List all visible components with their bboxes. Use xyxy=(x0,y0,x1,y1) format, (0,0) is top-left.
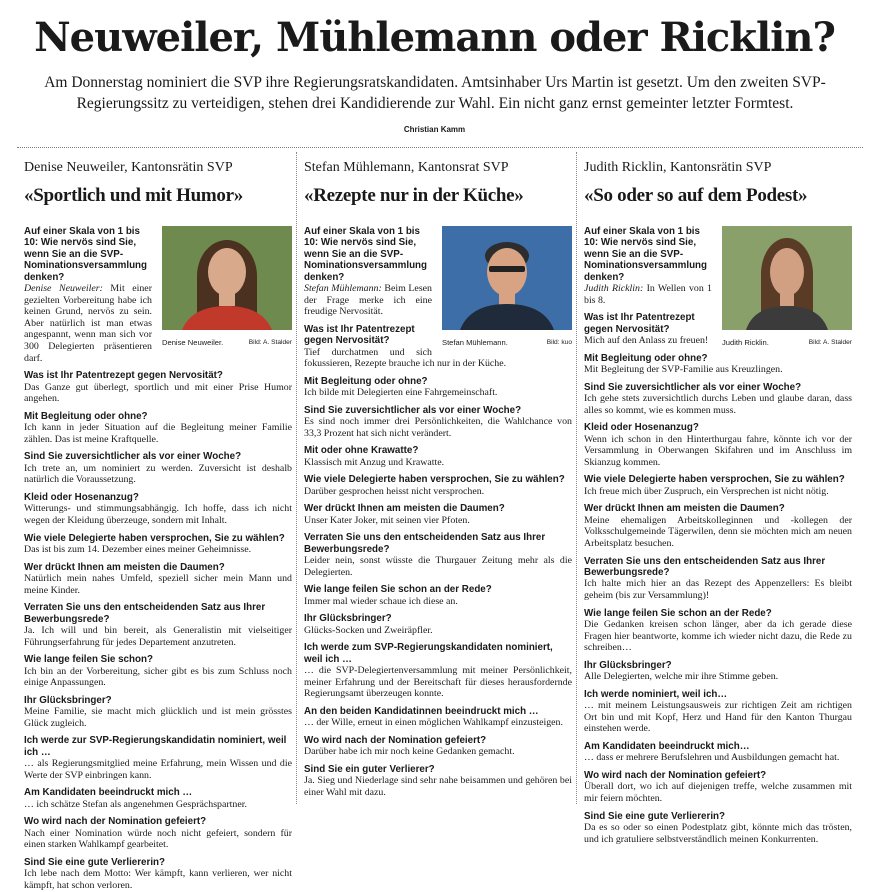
interview-answer: Ich lebe nach dem Motto: Wer kämpft, kann verlieren, wer nicht kämpft, hat schon verloren. xyxy=(24,868,292,891)
column-neuweiler xyxy=(24,152,292,891)
interview-question: Verraten Sie uns den entscheidenden Satz aus Ihrer Bewerbungsrede? xyxy=(584,555,826,578)
interview-answer: Darüber habe ich mir noch keine Gedanken gemacht. xyxy=(304,746,515,758)
interview-question: Wie viele Delegierte haben versprochen, Sie zu wählen? xyxy=(584,474,845,486)
top-divider xyxy=(17,147,863,148)
answer-speaker: Judith Ricklin: xyxy=(584,283,644,295)
interview-question: Wie viele Delegierte haben versprochen, Sie zu wählen? xyxy=(304,474,565,486)
interview-answer: Unser Kater Joker, mit seinen vier Pfoten. xyxy=(304,514,470,526)
interview-question: Was ist Ihr Patentrezept gegen Nervosität? xyxy=(304,323,415,347)
interview-answer: … als Regierungsmitglied meine Erfahrung, mein Wissen und die Werte der SVP einbringen kann. xyxy=(24,758,292,781)
interview-answer: … mit meinem Leistungsausweis zur richtigen Zeit am richtigen Ort bin und mit Kopf, Herz und Hand für den Kanton Thurgau einstehen werde. xyxy=(584,700,852,735)
interview-question: Auf einer Skala von 1 bis 10: Wie nervös sind Sie, wenn Sie an die SVP-Nominationsversammlung denken? xyxy=(584,226,708,283)
caption-text: Denise Neuweiler. xyxy=(162,338,224,347)
interview-answer: Immer mal wieder schaue ich diese an. xyxy=(304,595,458,607)
candidate-quote-title: «Sportlich und mit Humor» xyxy=(24,185,243,206)
interview-question: Mit Begleitung oder ohne? xyxy=(24,410,148,422)
interview-question: Auf einer Skala von 1 bis 10: Wie nervös sind Sie, wenn Sie an die SVP-Nominationsversammlung denken? xyxy=(304,226,428,283)
interview-question: Am Kandidaten beeindruckt mich … xyxy=(24,787,193,799)
portrait-photo xyxy=(162,226,292,330)
interview-answer: Darüber gesprochen heisst nicht versprochen. xyxy=(304,485,485,497)
interview-question: Sind Sie eine gute Verliererin? xyxy=(584,810,726,822)
interview-question: Ihr Glücksbringer? xyxy=(24,694,112,706)
portrait xyxy=(722,226,852,347)
portrait-photo xyxy=(442,226,572,330)
interview-question: Mit oder ohne Krawatte? xyxy=(304,445,419,457)
interview-answer: Leider nein, sonst wüsste die Thurgauer Zeitung mehr als die Delegierten. xyxy=(304,555,572,578)
interview-answer: Ja. Sieg und Niederlage sind sehr nahe beisammen und gehören bei einer Wahl mit dazu. xyxy=(304,775,572,798)
interview-answer: … ich schätze Stefan als angenehmen Gesprächspartner. xyxy=(24,798,247,810)
interview-answer: Da es so oder so einen Podestplatz gibt, könnte mich das trösten, und ich gratuliere selbstverständlich meinen Konkurrenten. xyxy=(584,821,852,845)
interview-question: Wo wird nach der Nomination gefeiert? xyxy=(24,816,207,828)
interview-question: Ihr Glücksbringer? xyxy=(584,659,672,671)
interview-answer: Ich bin an der Vorbereitung, sicher gibt es bis zum Schluss noch einige Anpassungen. xyxy=(24,665,292,689)
interview-answer: Nach einer Nomination würde noch nicht gefeiert, sondern für einen starken Wahlkampf gearbeitet. xyxy=(24,827,292,851)
answer-speaker: Stefan Mühlemann: xyxy=(304,283,382,295)
interview-question: Sind Sie eine gute Verliererin? xyxy=(24,856,166,868)
caption-text: Stefan Mühlemann. xyxy=(442,338,508,347)
interview-question: Sind Sie ein guter Verlierer? xyxy=(304,764,435,775)
interview-answer: Ich bilde mit Delegierten eine Fahrgemeinschaft. xyxy=(304,387,498,399)
interview-answer: Tief durchatmen und sich fokussieren, Rezepte brauche ich nur in der Küche. xyxy=(304,346,507,370)
interview-answer: Witterungs- und stimmungsabhängig. Ich hoffe, dass ich nicht wegen der Kleidung überzeuge, sondern mit Inhalt. xyxy=(24,503,292,526)
interview-question: Wo wird nach der Nomination gefeiert? xyxy=(584,769,767,781)
interview-question: Wie lange feilen Sie schon an der Rede? xyxy=(304,584,492,596)
interview-question: Sind Sie zuversichtlicher als vor einer Woche? xyxy=(24,451,242,463)
answer-text: Beim Lesen der Frage merke ich eine freudige Nervosität. xyxy=(304,283,432,318)
column-muehlemann xyxy=(304,152,572,808)
answer-text: In Wellen von 1 bis 8. xyxy=(584,283,712,306)
photo-caption xyxy=(442,338,572,347)
interview-question: Sind Sie zuversichtlicher als vor einer Woche? xyxy=(584,381,802,393)
portrait xyxy=(162,226,292,347)
interview-question: Wo wird nach der Nomination gefeiert? xyxy=(304,735,487,746)
interview-answer: Meine Familie, sie macht mich glücklich und ist mein grösstes Glück zugleich. xyxy=(24,706,292,729)
interview-answer: … dass er mehrere Berufslehren und Ausbildungen gemacht hat. xyxy=(584,752,840,764)
interview-body xyxy=(584,226,852,845)
candidate-quote-title: «Rezepte nur in der Küche» xyxy=(304,185,524,206)
photo-credit: Bild: A. Stalder xyxy=(808,339,852,346)
interview-answer: Überall dort, wo ich auf diejenigen treffe, welche zusammen mit mir feiern möchten. xyxy=(584,781,852,804)
column-divider xyxy=(576,152,577,804)
portrait-photo xyxy=(722,226,852,330)
interview-question: Sind Sie zuversichtlicher als vor einer Woche? xyxy=(304,404,522,416)
interview-answer: Ich kann in jeder Situation auf die Begleitung meiner Familie zählen. Das ist meine Kraftquelle. xyxy=(24,422,292,445)
interview-body xyxy=(24,226,292,892)
interview-question: Wer drückt Ihnen am meisten die Daumen? xyxy=(24,561,225,573)
interview-answer: Mit Begleitung der SVP-Familie aus Kreuzlingen. xyxy=(584,364,783,376)
interview-question: Kleid oder Hosenanzug? xyxy=(584,422,699,434)
interview-question: Wer drückt Ihnen am meisten die Daumen? xyxy=(304,503,505,515)
interview-question: Verraten Sie uns den entscheidenden Satz aus Ihrer Bewerbungsrede? xyxy=(304,532,546,555)
interview-answer: Natürlich mein nahes Umfeld, speziell sicher mein Mann und meine Kinder. xyxy=(24,572,292,596)
interview-answer: Glücks-Socken und Zweiräpfler. xyxy=(304,624,433,636)
photo-credit: Bild: A. Stalder xyxy=(248,339,292,346)
portrait xyxy=(442,226,572,347)
interview-question: Verraten Sie uns den entscheidenden Satz aus Ihrer Bewerbungsrede? xyxy=(24,602,266,625)
interview-question: Auf einer Skala von 1 bis 10: Wie nervös sind Sie, wenn Sie an die SVP-Nominationsversammlung denken? xyxy=(24,226,148,283)
interview-question: Was ist Ihr Patentrezept gegen Nervosität? xyxy=(584,312,695,335)
candidate-quote-title: «So oder so auf dem Podest» xyxy=(584,185,808,206)
interview-question: Wie lange feilen Sie schon an der Rede? xyxy=(584,607,772,619)
photo-caption xyxy=(722,338,852,347)
interview-answer: Ich trete an, um nominiert zu werden. Zuversicht ist deshalb natürlich die Voraussetzung. xyxy=(24,462,292,486)
caption-text: Judith Ricklin. xyxy=(722,338,769,347)
candidate-name: Stefan Mühlemann, Kantonsrat SVP xyxy=(304,160,509,175)
interview-answer: … der Wille, erneut in einen möglichen Wahlkampf einzusteigen. xyxy=(304,717,563,729)
interview-answer: Es sind noch immer drei Persönlichkeiten, die Wahlchance von 33,3 Prozent hat sich nicht verändert. xyxy=(304,416,572,439)
answer-text: Mit einer gezielten Vorbereitung habe ich keinen Grund, nervös zu sein. Aber natürlich ist man etwas angespannt, wenn man sich vor 300 Delegierten präsentieren darf. xyxy=(24,283,152,364)
interview-question: Was ist Ihr Patentrezept gegen Nervosität? xyxy=(24,370,223,382)
interview-answer: Ich gehe stets zuversichtlich durchs Leben und glaube daran, dass alles so kommt, wie es kommen muss. xyxy=(584,393,852,416)
photo-caption xyxy=(162,338,292,347)
interview-question: Wer drückt Ihnen am meisten die Daumen? xyxy=(584,503,785,515)
column-divider xyxy=(296,152,297,804)
interview-question: Wie lange feilen Sie schon? xyxy=(24,654,153,666)
candidate-name: Denise Neuweiler, Kantonsrätin SVP xyxy=(24,160,233,175)
interview-question: An den beiden Kandidatinnen beeindruckt mich … xyxy=(304,706,539,717)
interview-question: Ich werde zur SVP-Regierungskandidatin nominiert, weil ich … xyxy=(24,735,287,758)
candidate-name: Judith Ricklin, Kantonsrätin SVP xyxy=(584,160,772,175)
interview-question: Mit Begleitung oder ohne? xyxy=(304,375,428,387)
interview-question: Wie viele Delegierte haben versprochen, Sie zu wählen? xyxy=(24,532,285,544)
interview-question: Am Kandidaten beeindruckt mich… xyxy=(584,740,750,752)
interview-answer: … die SVP-Delegiertenversammlung mit meiner Persönlichkeit, meiner Erfahrung und der Bereitschaft für dieses herausfordernde Regierungsamt überzeugen konnte. xyxy=(304,665,572,700)
interview-answer: Die Gedanken kreisen schon länger, aber da ich gerade diese Fragen hier beantworte, komme ich wieder nicht dazu, die Rede zu schreiben… xyxy=(584,619,852,654)
interview-question: Ihr Glücksbringer? xyxy=(304,613,392,625)
interview-answer: Klassisch mit Anzug und Krawatte. xyxy=(304,456,445,468)
interview-body xyxy=(304,226,572,799)
interview-question: Ich werde nominiert, weil ich… xyxy=(584,688,728,700)
lead-paragraph: Am Donnerstag nominiert die SVP ihre Regierungsratskandidaten. Amtsinhaber Urs Martin ist gesetzt. Um den zweiten SVP-Regierungssitz zu verteidigen, stehen drei Kandidierende zur Wahl. Ein nicht ganz ernst gemeinter letzter Formtest. xyxy=(44,74,826,112)
interview-answer: Ich halte mich hier an das Rezept des Appenzellers: Es bleibt geheim (bis zur Versammlung)! xyxy=(584,578,852,601)
interview-question: Mit Begleitung oder ohne? xyxy=(584,352,708,364)
interview-answer: Mich auf den Anlass zu freuen! xyxy=(584,335,709,347)
interview-answer: Alle Delegierten, welche mir ihre Stimme geben. xyxy=(584,671,779,683)
interview-answer: Das ist bis zum 14. Dezember eines meiner Geheimnisse. xyxy=(24,543,252,555)
author-byline: Christian Kamm xyxy=(403,125,466,134)
interview-answer: Ich freue mich über Zuspruch, ein Versprechen ist nicht nötig. xyxy=(584,485,829,497)
interview-answer: Wenn ich schon in den Hinterthurgau fahre, könnte ich vor der Versammlung in Oberwangen Skifahren und im Anschluss im Skianzug kommen. xyxy=(584,433,852,468)
interview-answer: Meine ehemaligen Arbeitskolleginnen und -kollegen der Volksschulgemeinde Tägerwilen, denn sie möchten mich am neuen Arbeitsplatz besuchen. xyxy=(584,514,852,549)
column-ricklin xyxy=(584,152,852,845)
photo-credit: Bild: kuo xyxy=(546,339,572,346)
headline: Neuweiler, Mühlemann oder Ricklin? xyxy=(34,14,835,61)
interview-answer: Das Ganze gut überlegt, sportlich und mit einer Prise Humor angehen. xyxy=(24,381,292,405)
answer-speaker: Denise Neuweiler: xyxy=(24,283,103,295)
interview-answer: Ja. Ich will und bin bereit, als Generalistin mit vielseitiger Führungserfahrung für jedes Departement anzutreten. xyxy=(24,624,292,648)
interview-question: Ich werde zum SVP-Regierungskandidaten nominiert, weil ich … xyxy=(304,642,553,665)
interview-question: Kleid oder Hosenanzug? xyxy=(24,491,139,503)
